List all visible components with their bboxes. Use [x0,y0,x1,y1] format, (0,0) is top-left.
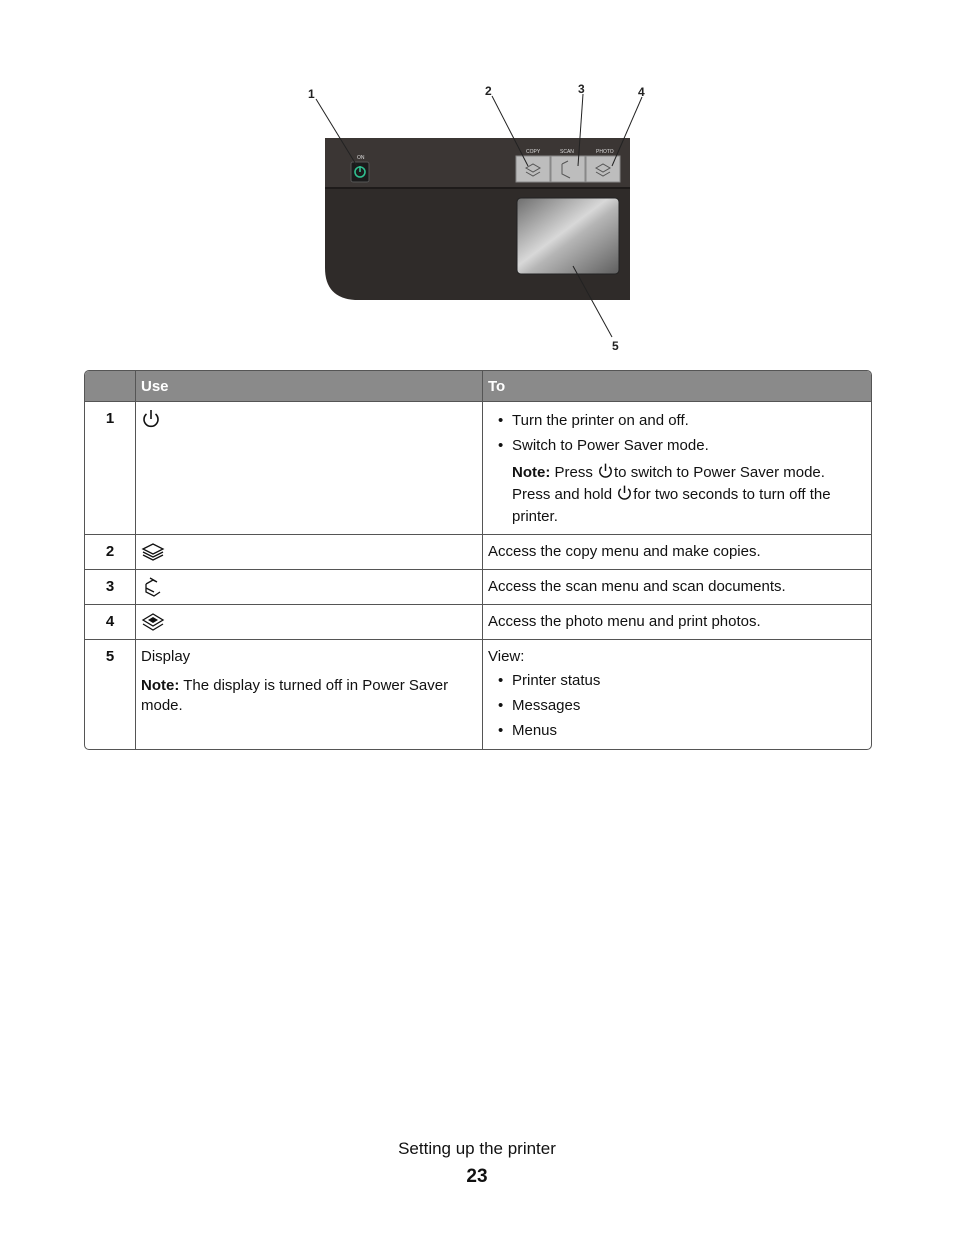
page-number: 23 [466,1166,488,1187]
row-2-description: Access the copy menu and make copies. [483,535,872,570]
display-screen [517,198,619,274]
header-to: To [483,371,872,402]
scan-icon [141,576,165,598]
list-item: • Printer status [488,668,866,693]
power-icon [597,462,614,480]
list-item: • Turn the printer on and off. [488,408,866,433]
note-text: The display is turned off in Power Saver mode. [141,677,449,715]
table-header-row [85,371,871,402]
control-panel-illustration [300,80,660,355]
label-on: ON [357,155,365,161]
list-item: • Messages [488,693,866,718]
header-number [85,371,136,402]
printer-control-panel-figure [300,80,660,355]
copy-icon [141,541,165,563]
row-number: 4 [85,605,136,640]
note-text-3: for two seconds to turn off the printer. [512,486,831,525]
power-icon [141,408,165,430]
label-photo: PHOTO [596,149,614,155]
row-1-note [488,462,866,528]
table-row [85,570,871,605]
row-number: 2 [85,535,136,570]
power-icon [616,484,633,502]
label-scan: SCAN [560,149,574,155]
list-item: • Menus [488,718,866,743]
callout-2: 2 [485,84,492,98]
display-label: Display [141,648,191,666]
table-row [85,402,871,535]
note-label: Note: [141,677,180,695]
footer-section-title: Setting up the printer [398,1139,556,1158]
note-label: Note: [512,464,551,481]
display-note [141,676,477,716]
callout-4: 4 [638,85,645,99]
callout-1: 1 [308,87,315,101]
row-number: 3 [85,570,136,605]
list-item: • Switch to Power Saver mode. [488,433,866,458]
row-number: 1 [85,402,136,535]
copy-button [516,156,550,182]
control-panel-table [84,370,872,750]
scan-button [551,156,585,182]
row-1-bullets [488,408,866,458]
note-text-2: to switch to Power Saver mode. Press and hold [512,464,825,503]
view-label: View: [488,648,525,666]
callout-3: 3 [578,82,585,96]
row-4-description: Access the photo menu and print photos. [483,605,872,640]
row-3-description: Access the scan menu and scan documents. [483,570,872,605]
row-number: 5 [85,640,136,750]
note-text-1: Press [554,464,593,481]
photo-icon [141,611,165,633]
table-row [85,605,871,640]
label-copy: COPY [526,149,541,155]
table-row [85,640,871,750]
row-5-bullets [488,668,866,743]
table-row [85,535,871,570]
header-use: Use [136,371,483,402]
callout-5: 5 [612,339,619,353]
